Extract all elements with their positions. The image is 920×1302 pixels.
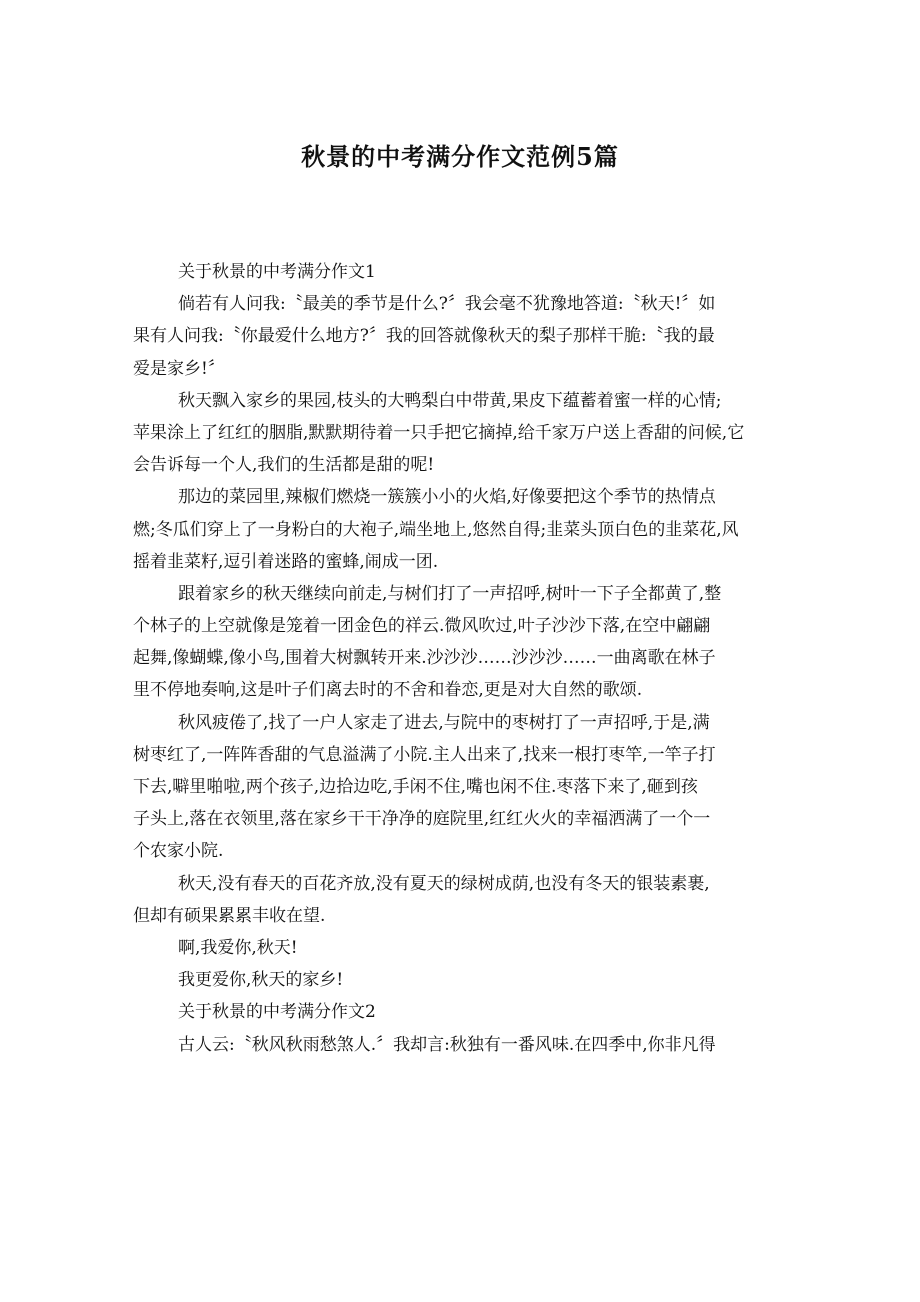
text-line: 果有人问我:〝你最爱什么地方?〞我的回答就像秋天的梨子那样干脆:〝我的最 [133, 326, 715, 347]
text-line: 秋天,没有春天的百花齐放,没有夏天的绿树成荫,也没有冬天的银装素裹, [178, 873, 710, 894]
document-body [133, 256, 813, 1061]
text-line: 古人云:〝秋风秋雨愁煞人.〞我却言:秋独有一番风味.在四季中,你非凡得 [178, 1034, 716, 1055]
text-line: 下去,噼里啪啦,两个孩子,边拾边吃,手闲不住,嘴也闲不住.枣落下来了,砸到孩 [133, 777, 698, 797]
text-line: 会告诉每一个人,我们的生活都是甜的呢! [133, 455, 435, 476]
text-line: 摇着韭菜籽,逗引着迷路的蜜蜂,闹成一团. [133, 551, 439, 572]
text-line: 苹果涂上了红红的胭脂,默默期待着一只手把它摘掉,给千家万户送上香甜的问候,它 [133, 422, 745, 443]
text-line: 我更爱你,秋天的家乡! [178, 970, 344, 991]
text-line: 子头上,落在衣领里,落在家乡干干净净的庭院里,红红火火的幸福洒满了一个一 [133, 809, 711, 830]
text-line: 啊,我爱你,秋天! [178, 937, 298, 958]
text-line: 跟着家乡的秋天继续向前走,与树们打了一声招呼,树叶一下子全都黄了,整 [178, 583, 722, 604]
text-line: 关于秋景的中考满分作文1 [178, 262, 376, 282]
text-line: 里不停地奏响,这是叶子们离去时的不舍和眷恋,更是对大自然的歌颂. [133, 680, 643, 701]
text-line: 个林子的上空就像是笼着一团金色的祥云.微风吹过,叶子沙沙下落,在空中翩翩 [133, 616, 711, 637]
text-line: 起舞,像蝴蝶,像小鸟,围着大树飘转开来.沙沙沙……沙沙沙……一曲离歌在林子 [133, 648, 716, 669]
text-line: 那边的菜园里,辣椒们燃烧一簇簇小小的火焰,好像要把这个季节的热情点 [178, 487, 716, 508]
text-line: 秋风疲倦了,找了一户人家走了进去,与院中的枣树打了一声招呼,于是,满 [178, 712, 710, 733]
text-line: 关于秋景的中考满分作文2 [178, 1002, 376, 1023]
text-line: 个农家小院. [133, 841, 224, 862]
text-line: 秋天飘入家乡的果园,枝头的大鸭梨白中带黄,果皮下蕴蓄着蜜一样的心情; [178, 390, 722, 411]
text-line: 爱是家乡!〞 [133, 358, 225, 379]
text-line: 倘若有人问我:〝最美的季节是什么?〞我会毫不犹豫地答道:〝秋天!〞如 [178, 294, 716, 315]
text-line: 树枣红了,一阵阵香甜的气息溢满了小院.主人出来了,找来一根打枣竿,一竿子打 [133, 744, 716, 765]
text-line: 但却有硕果累累丰收在望. [133, 905, 326, 926]
document-title: 秋景的中考满分作文范例5篇 [301, 142, 619, 171]
text-line: 燃;冬瓜们穿上了一身粉白的大袍子,端坐地上,悠然自得;韭菜头顶白色的韭菜花,风 [133, 519, 739, 540]
